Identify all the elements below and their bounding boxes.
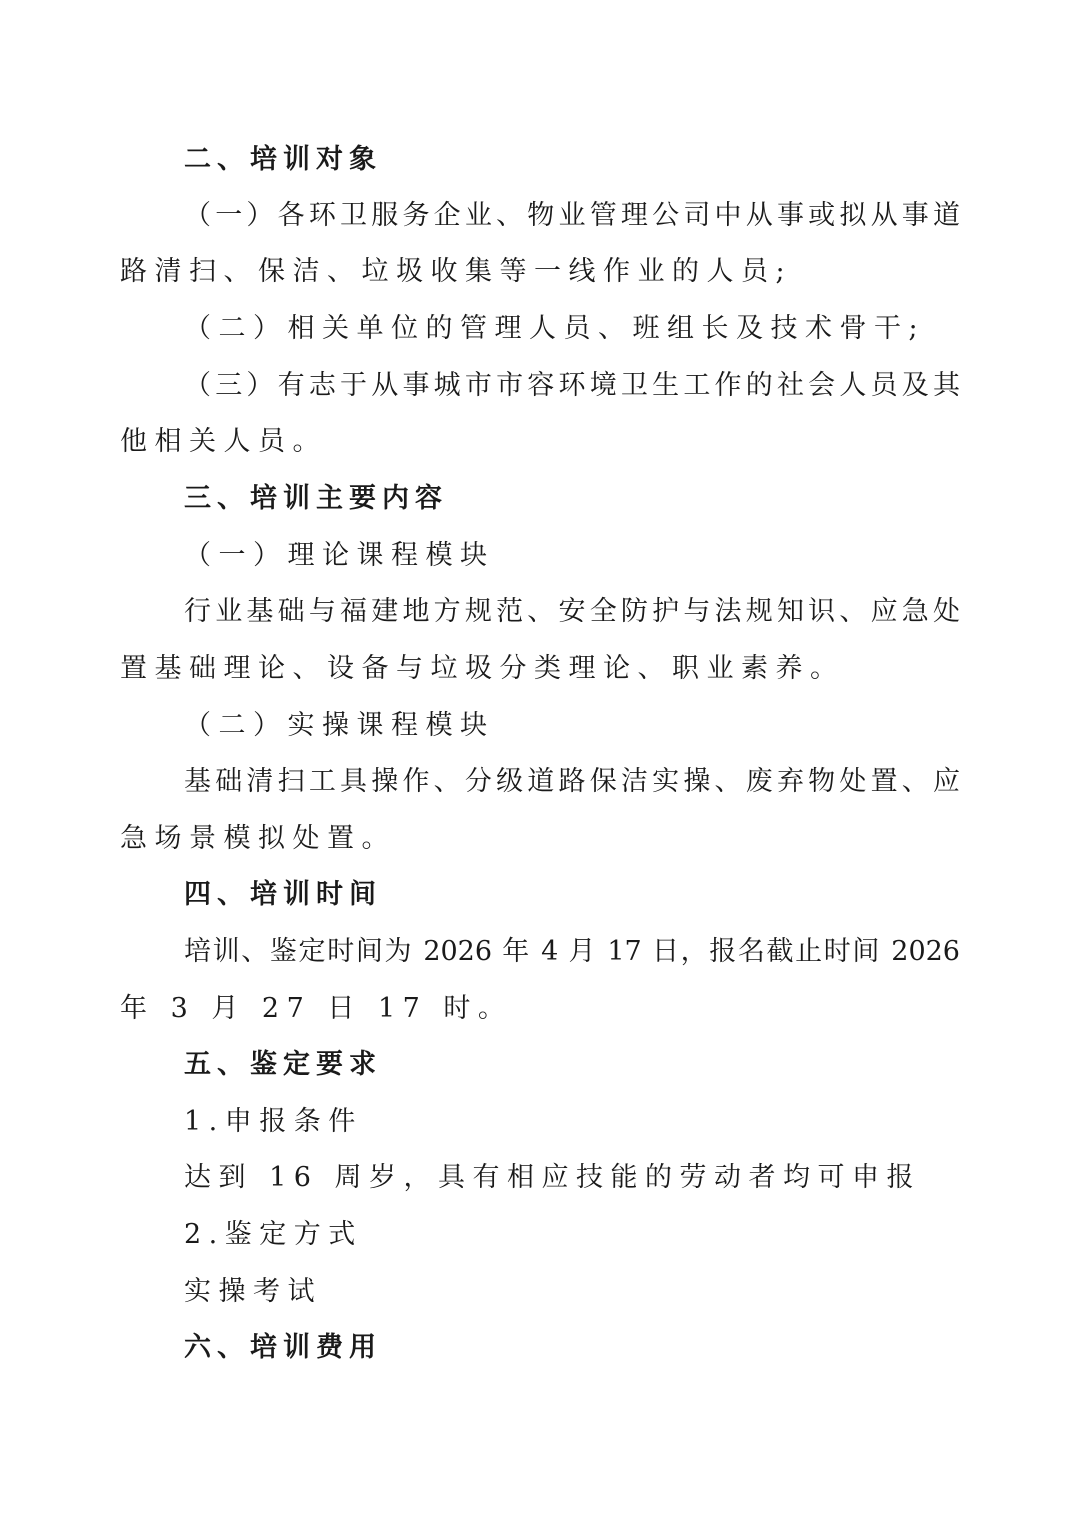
paragraph-line: 急场景模拟处置。 xyxy=(120,823,396,854)
paragraph-line: 培训、鉴定时间为 2026 年 4 月 17 日，报名截止时间 2026 xyxy=(184,936,960,967)
section-heading-training-fees: 六、培训费用 xyxy=(184,1332,382,1363)
paragraph-line: （二）相关单位的管理人员、班组长及技术骨干; xyxy=(184,313,926,344)
subsection-title-method: 2.鉴定方式 xyxy=(184,1219,363,1250)
paragraph-line: 路清扫、保洁、垃圾收集等一线作业的人员; xyxy=(120,256,793,287)
subsection-title-theory: （一）理论课程模块 xyxy=(184,540,495,571)
paragraph-line: 年 3 月 27 日 17 时。 xyxy=(120,993,513,1024)
section-heading-training-content: 三、培训主要内容 xyxy=(184,483,448,514)
subsection-title-practice: （二）实操课程模块 xyxy=(184,710,495,741)
paragraph-line: 实操考试 xyxy=(184,1276,322,1307)
paragraph-line: （三）有志于从事城市市容环境卫生工作的社会人员及其 xyxy=(184,370,960,401)
paragraph-line: （一）各环卫服务企业、物业管理公司中从事或拟从事道 xyxy=(184,200,960,231)
paragraph-line: 行业基础与福建地方规范、安全防护与法规知识、应急处 xyxy=(184,596,960,627)
subsection-title-conditions: 1.申报条件 xyxy=(184,1106,363,1137)
paragraph-line: 置基础理论、设备与垃圾分类理论、职业素养。 xyxy=(120,653,845,684)
section-heading-appraisal-requirements: 五、鉴定要求 xyxy=(184,1049,382,1080)
paragraph-line: 达到 16 周岁，具有相应技能的劳动者均可申报 xyxy=(184,1162,922,1193)
section-heading-training-targets: 二、培训对象 xyxy=(184,144,382,175)
paragraph-line: 他相关人员。 xyxy=(120,426,327,457)
paragraph-line: 基础清扫工具操作、分级道路保洁实操、废弃物处置、应 xyxy=(184,766,960,797)
section-heading-training-time: 四、培训时间 xyxy=(184,879,382,910)
